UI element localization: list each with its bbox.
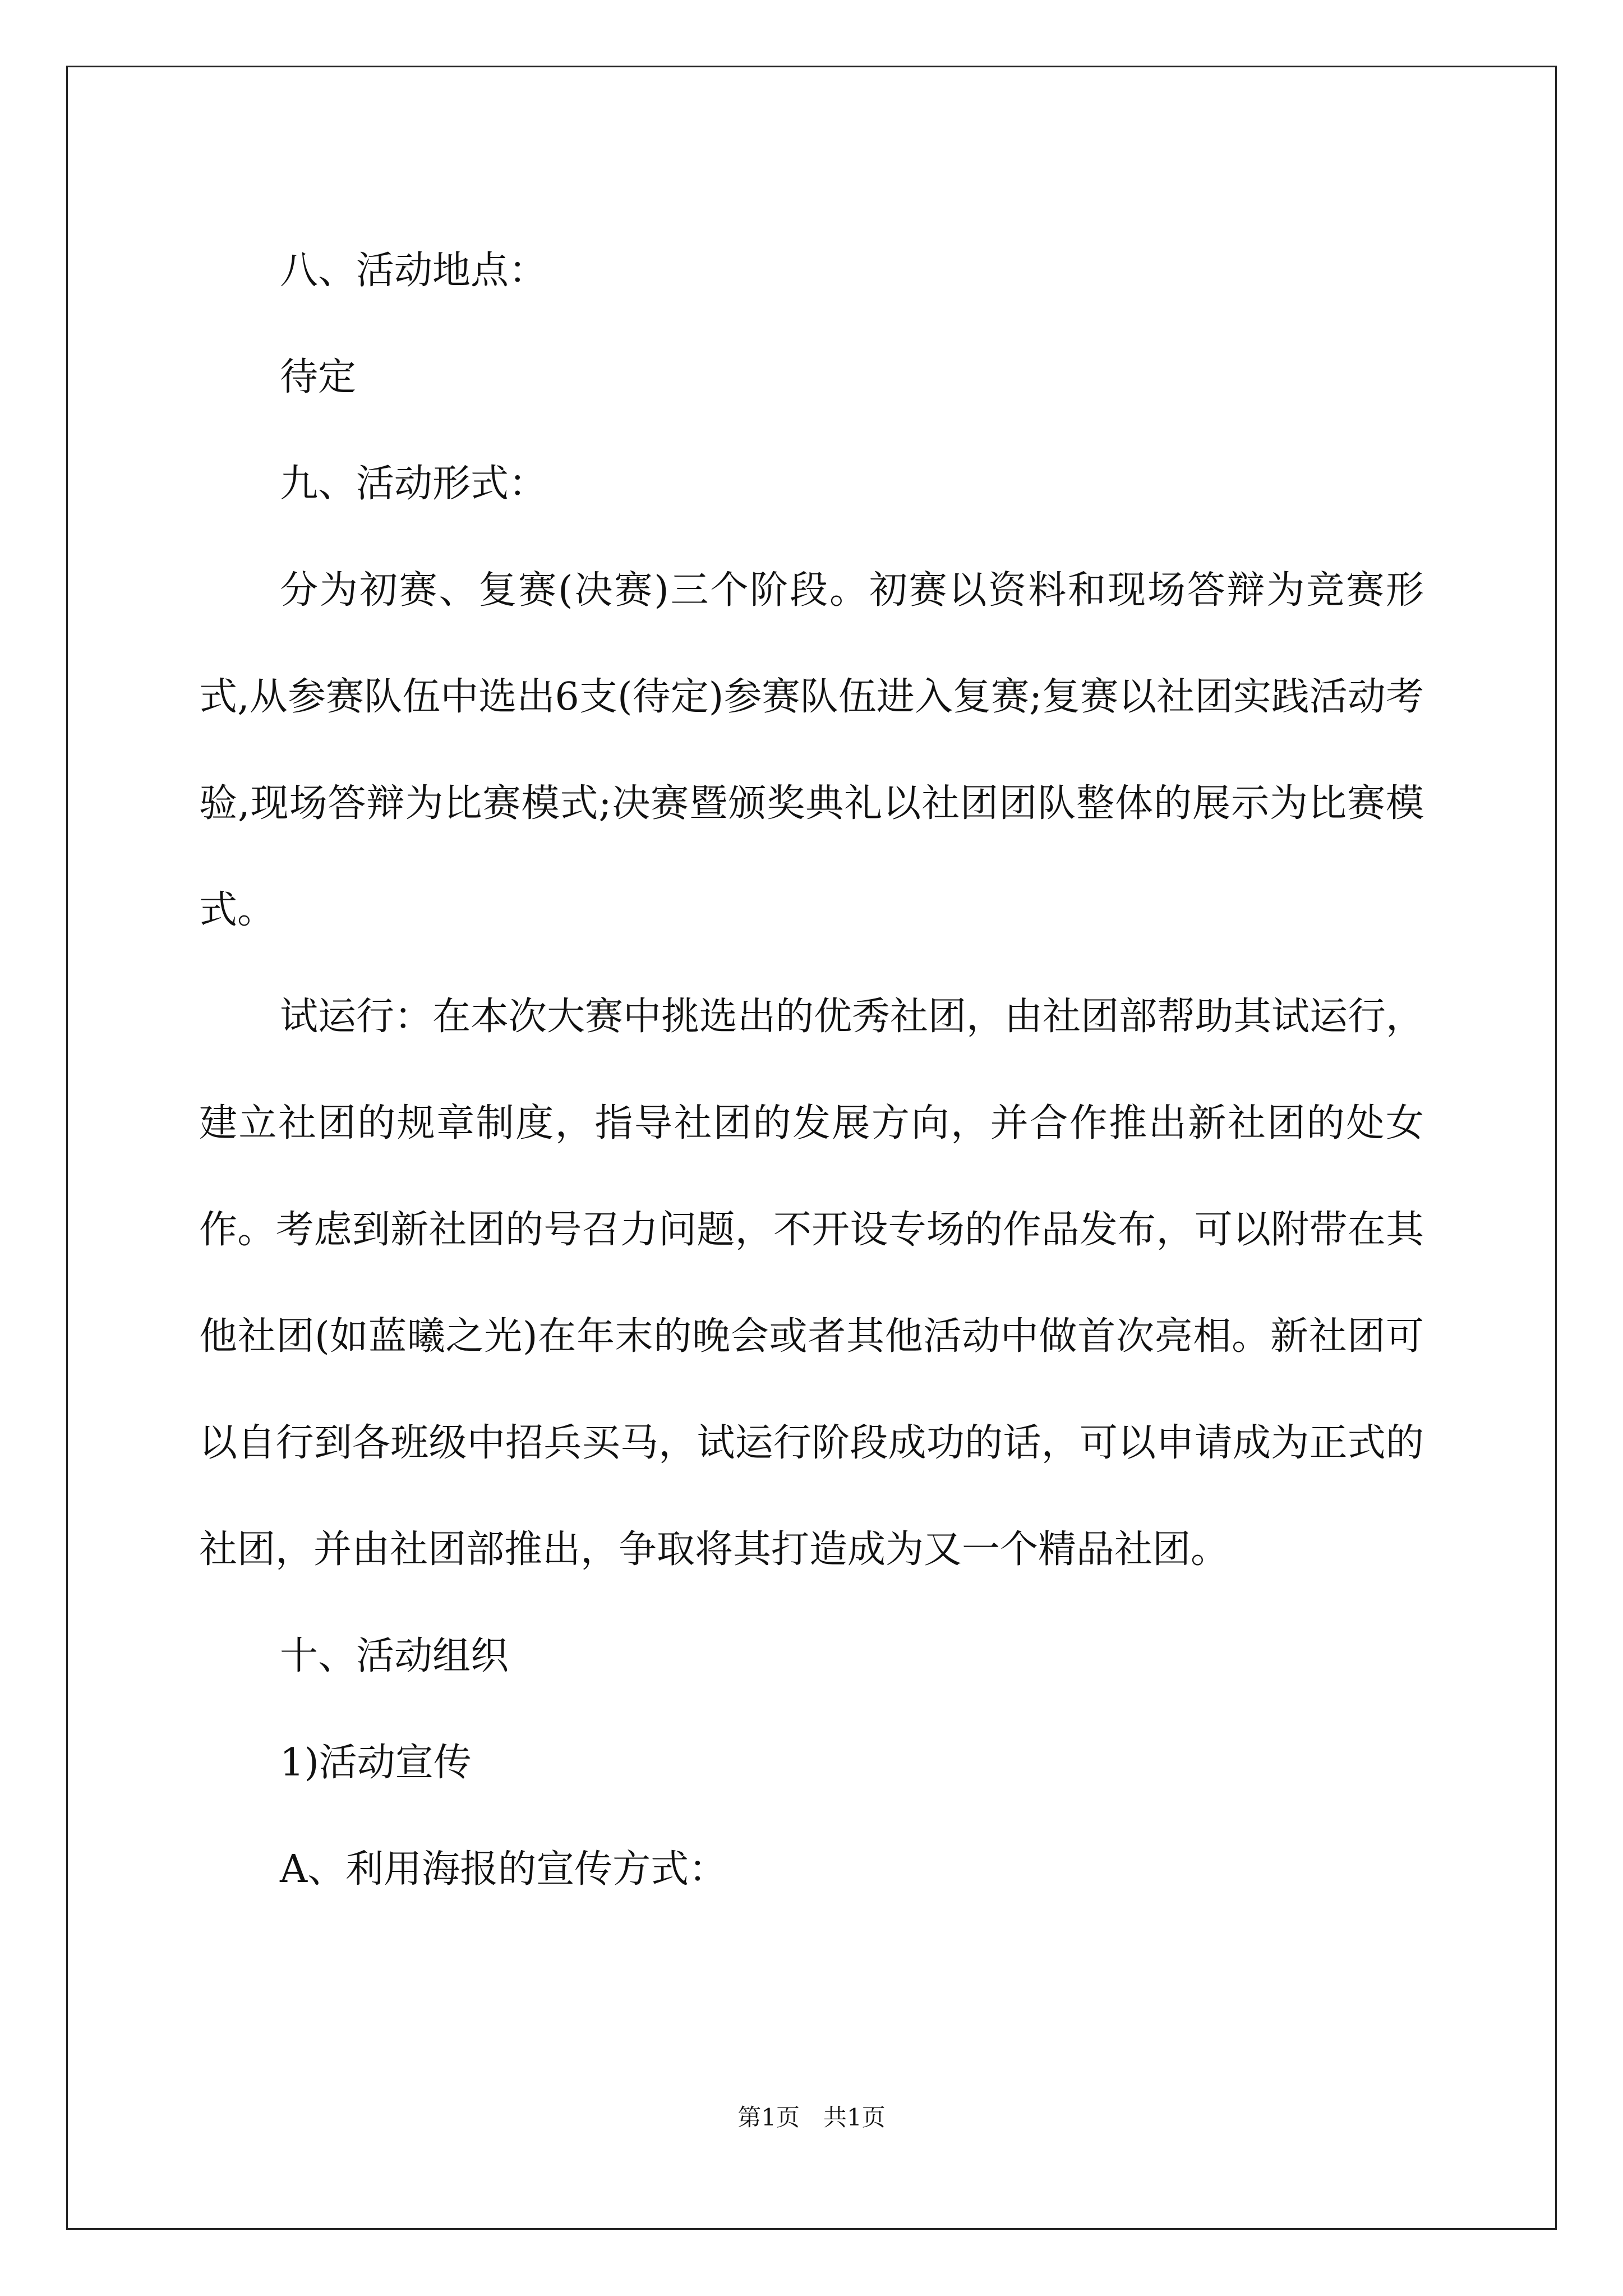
location-value: 待定 — [280, 355, 357, 399]
section-heading-format: 九、活动形式： — [280, 462, 547, 506]
page-number: 第1页 共1页 — [737, 2104, 886, 2131]
subsection-publicity: 1)活动宣传 — [280, 1741, 472, 1785]
item-poster-publicity: A、利用海报的宣传方式： — [280, 1847, 727, 1892]
section-heading-organization: 十、活动组织 — [280, 1634, 509, 1678]
section-heading-location: 八、活动地点： — [280, 249, 547, 293]
trial-run-paragraph: 试运行：在本次大赛中挑选出的优秀社团，由社团部帮助其试运行，建立社团的规章制度，指导社团的发展方向，并合作推出新社团的处女作。考虑到新社团的号召力问题，不开设专场的作品发布，可以附带在其他社团(如蓝曦之光)在年末的晚会或者其他活动中做首次亮相。新社团可以自行到各班级中招兵买马，试运行阶段成功的话，可以申请成为正式的社团，并由社团部推出，争取将其打造成为又一个精品社团。 — [199, 995, 1424, 1572]
document-body — [199, 218, 1424, 1923]
format-paragraph: 分为初赛、复赛(决赛)三个阶段。初赛以资料和现场答辩为竞赛形式,从参赛队伍中选出6支(待定)参赛队伍进入复赛;复赛以社团实践活动考验,现场答辩为比赛模式;决赛暨颁奖典礼以社团团队整体的展示为比赛模式。 — [199, 568, 1424, 932]
